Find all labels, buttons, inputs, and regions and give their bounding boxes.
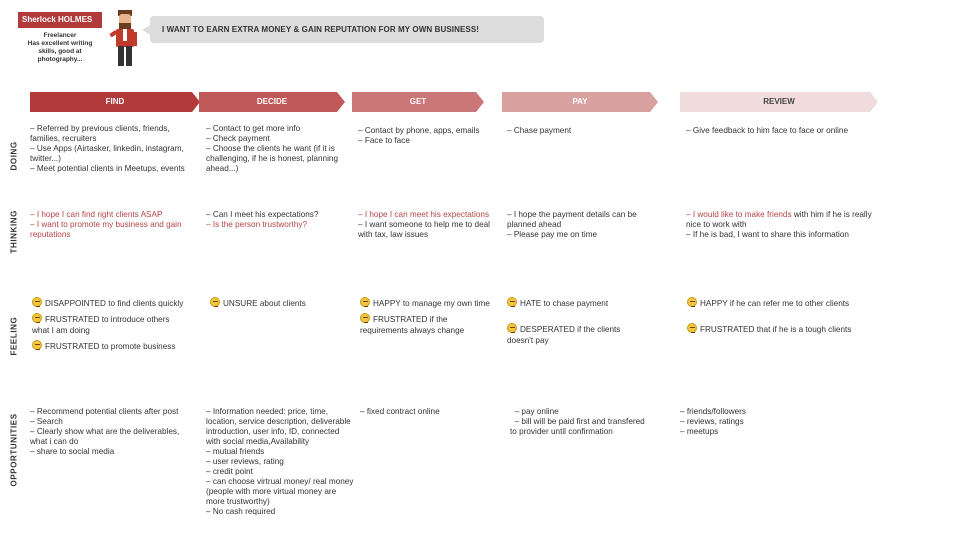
- thinking-item: – Please pay me on time: [507, 230, 598, 239]
- stage-pay: [502, 92, 658, 112]
- thinking-item: – I want someone to help me to deal with tax, law issues: [358, 220, 493, 239]
- opportunity-item: – credit point: [206, 467, 253, 476]
- thinking-item: – Is the person trustworthy?: [206, 220, 308, 229]
- feeling-review: [687, 297, 887, 339]
- feeling-text: HAPPY if he can refer me to other clients: [700, 299, 850, 308]
- thinking-review: [686, 210, 886, 240]
- stage-find: [30, 92, 200, 112]
- opportunity-item: – Clearly show what are the deliverables, what i can do: [30, 427, 182, 446]
- feeling-text: HAPPY to manage my own time: [373, 299, 490, 308]
- doing-get: [358, 126, 504, 146]
- thinking-find: [30, 210, 190, 240]
- feeling-item: [32, 313, 184, 336]
- opportunity-item: – Recommend potential clients after post: [30, 407, 179, 416]
- doing-item: – Choose the clients he want (if it is challenging, if he is honest, planning ahead...): [206, 144, 341, 173]
- feeling-item: [32, 297, 184, 309]
- doing-pay: [507, 126, 657, 136]
- doing-review: [686, 126, 886, 136]
- feeling-item: [507, 323, 647, 346]
- opportunity-item: – bill will be paid first and transfered to provider until confirmation: [510, 417, 648, 436]
- opportunities-find: [30, 407, 186, 457]
- feeling-item: [210, 297, 350, 309]
- thinking-item: – I want to promote my business and gain reputations: [30, 220, 184, 239]
- happy-face-icon: [360, 297, 370, 307]
- doing-item: – Give feedback to him face to face or online: [686, 126, 849, 135]
- row-label-opportunities: OPPORTUNITIES: [9, 413, 19, 487]
- hate-face-icon: [507, 297, 517, 307]
- thinking-text: with him if he is really nice to work with: [686, 210, 874, 229]
- stage-label: PAY: [572, 97, 588, 106]
- doing-item: – Check payment: [206, 134, 270, 143]
- thinking-item: – Can I meet his expectations?: [206, 210, 319, 219]
- feeling-decide: [210, 297, 350, 313]
- persona-role: Freelancer: [43, 32, 77, 39]
- feeling-text: DESPERATED if the clients doesn't pay: [507, 325, 621, 345]
- thinking-get: [358, 210, 498, 240]
- feeling-item: [687, 323, 887, 335]
- frustrated-face-icon: [32, 340, 42, 350]
- thinking-pay: [507, 210, 663, 240]
- feeling-item: [360, 313, 496, 336]
- persona-desc-line: skills, good at: [38, 48, 82, 55]
- thinking-item: – I hope the payment details can be planned ahead: [507, 210, 640, 229]
- unsure-face-icon: [210, 297, 220, 307]
- row-label-feeling: FEELING: [9, 316, 19, 356]
- doing-item: – Contact to get more info: [206, 124, 301, 133]
- persona-desc-line: photography...: [37, 56, 83, 63]
- opportunity-item: – mutual friends: [206, 447, 265, 456]
- frustrated-face-icon: [360, 313, 370, 323]
- feeling-text: FRUSTRATED to introduce others what I am doing: [32, 315, 170, 335]
- doing-item: – Chase payment: [507, 126, 572, 135]
- desperate-face-icon: [507, 323, 517, 333]
- opportunities-pay: [510, 407, 650, 437]
- opportunity-item: – meetups: [680, 427, 719, 436]
- persona-description: [24, 32, 96, 64]
- speech-bubble-pointer: [142, 24, 152, 36]
- feeling-text: DISAPPOINTED to find clients quickly: [45, 299, 184, 308]
- persona-desc-line: Has excellent writing: [27, 40, 93, 47]
- stage-label: FIND: [105, 97, 125, 106]
- row-label-doing: DOING: [9, 141, 19, 171]
- feeling-item: [507, 297, 647, 309]
- stage-review: [680, 92, 878, 112]
- doing-decide: [206, 124, 346, 174]
- opportunity-item: – user reviews, rating: [206, 457, 284, 466]
- opportunity-item: – reviews, ratings: [680, 417, 744, 426]
- persona-quote: I WANT TO EARN EXTRA MONEY & GAIN REPUTATION FOR MY OWN BUSINESS!: [162, 25, 480, 34]
- opportunities-review: [680, 407, 830, 437]
- opportunity-item: – can choose virtrual money/ real money (people with more virtual money are more trustworthy): [206, 477, 356, 506]
- frustrated-face-icon: [32, 297, 42, 307]
- opportunity-item: – pay online: [510, 407, 559, 416]
- doing-item: – Referred by previous clients, friends, families, recruiters: [30, 124, 172, 143]
- doing-item: – Use Apps (Airtasker, linkedin, instagram, twitter...): [30, 144, 187, 163]
- stage-get: [352, 92, 484, 112]
- feeling-text: HATE to chase payment: [520, 299, 609, 308]
- thinking-item: – I hope I can meet his expectations: [358, 210, 490, 219]
- doing-item: – Contact by phone, apps, emails: [358, 126, 480, 135]
- opportunity-item: – Search: [30, 417, 63, 426]
- feeling-text: FRUSTRATED if the requirements always change: [360, 315, 465, 335]
- thinking-item: – If he is bad, I want to share this information: [686, 230, 849, 239]
- feeling-item: [687, 297, 887, 309]
- thinking-item: – I hope I can find right clients ASAP: [30, 210, 163, 219]
- doing-find: [30, 124, 188, 174]
- thinking-decide: [206, 210, 346, 230]
- stage-label: DECIDE: [256, 97, 288, 106]
- feeling-get: [360, 297, 496, 340]
- avatar-illustration: [108, 8, 142, 68]
- thinking-highlight: – I would like to make friends: [686, 210, 792, 219]
- opportunity-item: – Information needed: price, time, location, service description, deliverable introduction, user info, ID, connected with social media,Availability: [206, 407, 354, 446]
- frustrated-face-icon: [687, 323, 697, 333]
- feeling-item: [32, 340, 184, 352]
- feeling-item: [360, 297, 496, 309]
- happy-face-icon: [687, 297, 697, 307]
- stage-label: GET: [409, 97, 427, 106]
- row-label-thinking: THINKING: [9, 210, 19, 254]
- frustrated-face-icon: [32, 313, 42, 323]
- feeling-text: FRUSTRATED that if he is a tough clients: [700, 325, 852, 334]
- stage-label: REVIEW: [763, 97, 795, 106]
- opportunities-decide: [206, 407, 354, 517]
- thinking-item: [686, 210, 886, 230]
- opportunities-get: [360, 407, 500, 417]
- feeling-text: FRUSTRATED to promote business: [45, 342, 176, 351]
- stage-decide: [199, 92, 345, 112]
- feeling-pay: [507, 297, 647, 350]
- feeling-find: [32, 297, 184, 356]
- feeling-text: UNSURE about clients: [223, 299, 306, 308]
- opportunity-item: – fixed contract online: [360, 407, 440, 416]
- doing-item: – Meet potential clients in Meetups, events: [30, 164, 185, 173]
- opportunity-item: – No cash required: [206, 507, 276, 516]
- opportunity-item: – friends/followers: [680, 407, 746, 416]
- opportunity-item: – share to social media: [30, 447, 115, 456]
- persona-name: Sherlock HOLMES: [18, 12, 102, 28]
- doing-item: – Face to face: [358, 136, 410, 145]
